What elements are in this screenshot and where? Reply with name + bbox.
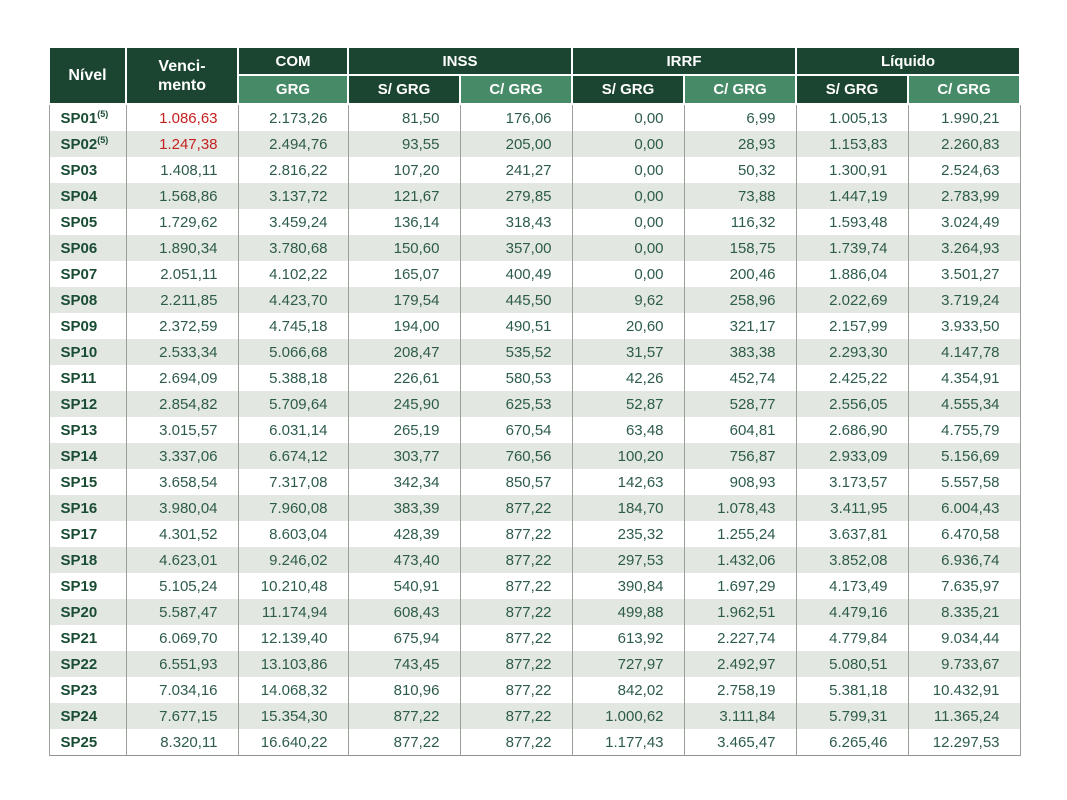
cell-inss-s: 743,45 [348,651,460,677]
level-label: SP13 [60,421,98,439]
cell-liq-c: 7.635,97 [908,573,1020,599]
cell-inss-c: 490,51 [460,313,572,339]
cell-vencimento: 2.694,09 [126,365,238,391]
cell-liq-c: 9.733,67 [908,651,1020,677]
cell-inss-s: 877,22 [348,703,460,729]
cell-inss-s: 540,91 [348,573,460,599]
cell-inss-s: 107,20 [348,157,460,183]
cell-irrf-c: 116,32 [684,209,796,235]
cell-com-grg: 3.459,24 [238,209,348,235]
cell-liq-s: 2.686,90 [796,417,908,443]
subheader-inss-c-grg: C/ GRG [460,75,572,104]
cell-inss-c: 445,50 [460,287,572,313]
cell-liq-s: 2.556,05 [796,391,908,417]
cell-irrf-c: 1.078,43 [684,495,796,521]
cell-liq-s: 3.852,08 [796,547,908,573]
cell-inss-s: 265,19 [348,417,460,443]
group-header-inss: INSS [348,47,572,75]
cell-irrf-s: 31,57 [572,339,684,365]
level-label: SP10 [60,343,98,361]
level-label: SP04 [60,187,98,205]
table-row [49,625,1020,651]
cell-irrf-c: 2.227,74 [684,625,796,651]
cell-vencimento: 5.105,24 [126,573,238,599]
cell-inss-s: 121,67 [348,183,460,209]
level-cell [49,547,126,573]
cell-com-grg: 14.068,32 [238,677,348,703]
salary-table-container [48,46,1021,756]
cell-irrf-s: 9,62 [572,287,684,313]
cell-liq-c: 12.297,53 [908,729,1020,756]
cell-com-grg: 3.780,68 [238,235,348,261]
footnote-superscript: (5) [97,134,109,145]
cell-com-grg: 9.246,02 [238,547,348,573]
cell-irrf-s: 20,60 [572,313,684,339]
cell-liq-s: 1.005,13 [796,104,908,131]
cell-irrf-c: 1.432,06 [684,547,796,573]
level-label: SP17 [60,525,98,543]
cell-inss-s: 245,90 [348,391,460,417]
cell-com-grg: 2.173,26 [238,104,348,131]
cell-liq-c: 2.524,63 [908,157,1020,183]
cell-irrf-c: 604,81 [684,417,796,443]
cell-vencimento: 1.729,62 [126,209,238,235]
table-row [49,729,1020,756]
cell-vencimento: 1.568,86 [126,183,238,209]
cell-inss-c: 357,00 [460,235,572,261]
cell-com-grg: 5.709,64 [238,391,348,417]
level-cell [49,599,126,625]
cell-liq-c: 4.755,79 [908,417,1020,443]
cell-irrf-s: 184,70 [572,495,684,521]
cell-vencimento: 7.677,15 [126,703,238,729]
cell-inss-s: 877,22 [348,729,460,756]
cell-inss-c: 535,52 [460,339,572,365]
level-cell [49,625,126,651]
cell-com-grg: 7.960,08 [238,495,348,521]
cell-liq-s: 2.157,99 [796,313,908,339]
level-label: SP15 [60,473,98,491]
cell-liq-c: 3.933,50 [908,313,1020,339]
cell-inss-s: 342,34 [348,469,460,495]
cell-inss-c: 877,22 [460,599,572,625]
cell-irrf-s: 63,48 [572,417,684,443]
table-row [49,703,1020,729]
cell-inss-s: 150,60 [348,235,460,261]
cell-irrf-c: 452,74 [684,365,796,391]
col-header-nivel: Nível [49,47,126,104]
cell-liq-c: 5.557,58 [908,469,1020,495]
cell-liq-c: 9.034,44 [908,625,1020,651]
cell-vencimento: 3.658,54 [126,469,238,495]
cell-liq-s: 4.479,16 [796,599,908,625]
cell-liq-c: 3.024,49 [908,209,1020,235]
cell-com-grg: 6.031,14 [238,417,348,443]
level-cell [49,417,126,443]
cell-inss-s: 473,40 [348,547,460,573]
cell-vencimento: 1.247,38 [126,131,238,157]
subheader-liquido-c-grg: C/ GRG [908,75,1020,104]
table-row [49,443,1020,469]
cell-inss-c: 877,22 [460,703,572,729]
table-row [49,417,1020,443]
cell-com-grg: 5.388,18 [238,365,348,391]
cell-irrf-s: 1.177,43 [572,729,684,756]
cell-irrf-s: 499,88 [572,599,684,625]
table-row [49,495,1020,521]
level-label: SP22 [60,655,98,673]
cell-inss-c: 176,06 [460,104,572,131]
level-cell [49,157,126,183]
level-cell [49,443,126,469]
table-row [49,157,1020,183]
table-row [49,287,1020,313]
cell-com-grg: 8.603,04 [238,521,348,547]
cell-inss-s: 194,00 [348,313,460,339]
cell-irrf-s: 0,00 [572,104,684,131]
level-label: SP23 [60,681,98,699]
level-label: SP21 [60,629,98,647]
table-row [49,235,1020,261]
cell-vencimento: 3.337,06 [126,443,238,469]
cell-liq-s: 2.022,69 [796,287,908,313]
group-header-com: COM [238,47,348,75]
level-cell [49,391,126,417]
level-label: SP19 [60,577,98,595]
cell-liq-c: 2.260,83 [908,131,1020,157]
cell-liq-c: 5.156,69 [908,443,1020,469]
cell-irrf-c: 3.111,84 [684,703,796,729]
cell-com-grg: 16.640,22 [238,729,348,756]
cell-liq-s: 4.779,84 [796,625,908,651]
table-row [49,131,1020,157]
cell-inss-s: 810,96 [348,677,460,703]
cell-liq-c: 4.354,91 [908,365,1020,391]
cell-vencimento: 5.587,47 [126,599,238,625]
cell-com-grg: 5.066,68 [238,339,348,365]
group-header-liquido: Líquido [796,47,1020,75]
cell-irrf-s: 0,00 [572,261,684,287]
cell-inss-c: 241,27 [460,157,572,183]
cell-liq-s: 5.080,51 [796,651,908,677]
cell-inss-s: 303,77 [348,443,460,469]
cell-liq-s: 1.739,74 [796,235,908,261]
cell-vencimento: 2.854,82 [126,391,238,417]
table-row [49,339,1020,365]
cell-irrf-s: 42,26 [572,365,684,391]
cell-liq-s: 2.425,22 [796,365,908,391]
cell-liq-s: 6.265,46 [796,729,908,756]
cell-liq-s: 5.381,18 [796,677,908,703]
subheader-inss-s-grg: S/ GRG [348,75,460,104]
table-row [49,651,1020,677]
cell-inss-s: 136,14 [348,209,460,235]
cell-com-grg: 10.210,48 [238,573,348,599]
cell-com-grg: 12.139,40 [238,625,348,651]
cell-irrf-c: 28,93 [684,131,796,157]
level-cell [49,209,126,235]
cell-irrf-s: 1.000,62 [572,703,684,729]
cell-com-grg: 11.174,94 [238,599,348,625]
cell-inss-c: 877,22 [460,573,572,599]
header-row-groups [49,47,1020,75]
level-cell [49,677,126,703]
cell-liq-s: 1.153,83 [796,131,908,157]
cell-inss-s: 179,54 [348,287,460,313]
group-header-irrf: IRRF [572,47,796,75]
level-cell [49,495,126,521]
cell-com-grg: 6.674,12 [238,443,348,469]
level-label: SP16 [60,499,98,517]
cell-irrf-s: 52,87 [572,391,684,417]
cell-liq-c: 4.555,34 [908,391,1020,417]
cell-inss-s: 383,39 [348,495,460,521]
col-header-vencimento [126,47,238,104]
cell-liq-s: 1.886,04 [796,261,908,287]
cell-com-grg: 13.103,86 [238,651,348,677]
cell-liq-s: 1.593,48 [796,209,908,235]
level-cell [49,521,126,547]
cell-irrf-c: 2.492,97 [684,651,796,677]
cell-vencimento: 2.533,34 [126,339,238,365]
cell-com-grg: 4.745,18 [238,313,348,339]
cell-vencimento: 1.408,11 [126,157,238,183]
cell-inss-c: 877,22 [460,651,572,677]
cell-liq-s: 2.293,30 [796,339,908,365]
cell-com-grg: 2.816,22 [238,157,348,183]
table-row [49,573,1020,599]
cell-inss-c: 850,57 [460,469,572,495]
level-cell [49,261,126,287]
cell-liq-c: 10.432,91 [908,677,1020,703]
cell-liq-c: 3.501,27 [908,261,1020,287]
cell-inss-c: 400,49 [460,261,572,287]
cell-irrf-c: 50,32 [684,157,796,183]
salary-table [48,46,1021,756]
level-label: SP03 [60,161,98,179]
cell-com-grg: 3.137,72 [238,183,348,209]
cell-irrf-s: 0,00 [572,157,684,183]
vencimento-line2: mento [158,76,206,94]
level-label: SP12 [60,395,98,413]
table-row [49,365,1020,391]
cell-liq-s: 2.933,09 [796,443,908,469]
cell-liq-c: 6.470,58 [908,521,1020,547]
level-label: SP25 [60,733,98,751]
cell-inss-c: 318,43 [460,209,572,235]
level-cell [49,287,126,313]
cell-inss-c: 760,56 [460,443,572,469]
cell-irrf-c: 528,77 [684,391,796,417]
table-row [49,677,1020,703]
cell-irrf-c: 383,38 [684,339,796,365]
table-row [49,313,1020,339]
cell-vencimento: 6.069,70 [126,625,238,651]
cell-inss-c: 877,22 [460,625,572,651]
cell-inss-c: 625,53 [460,391,572,417]
level-label: SP09 [60,317,98,335]
cell-irrf-c: 1.255,24 [684,521,796,547]
cell-liq-c: 8.335,21 [908,599,1020,625]
cell-vencimento: 8.320,11 [126,729,238,756]
cell-inss-c: 877,22 [460,521,572,547]
table-row [49,183,1020,209]
cell-vencimento: 4.623,01 [126,547,238,573]
cell-vencimento: 2.211,85 [126,287,238,313]
cell-liq-s: 3.637,81 [796,521,908,547]
level-cell [49,104,126,131]
cell-liq-s: 5.799,31 [796,703,908,729]
subheader-liquido-s-grg: S/ GRG [796,75,908,104]
cell-inss-c: 877,22 [460,547,572,573]
cell-com-grg: 7.317,08 [238,469,348,495]
cell-irrf-s: 0,00 [572,235,684,261]
cell-liq-c: 6.936,74 [908,547,1020,573]
cell-irrf-s: 0,00 [572,209,684,235]
cell-irrf-s: 142,63 [572,469,684,495]
cell-irrf-s: 0,00 [572,183,684,209]
level-label: SP11 [60,369,97,387]
subheader-irrf-s-grg: S/ GRG [572,75,684,104]
level-label: SP06 [60,239,98,257]
cell-inss-c: 877,22 [460,729,572,756]
cell-irrf-s: 100,20 [572,443,684,469]
cell-vencimento: 1.890,34 [126,235,238,261]
cell-inss-s: 81,50 [348,104,460,131]
cell-com-grg: 4.423,70 [238,287,348,313]
cell-liq-s: 4.173,49 [796,573,908,599]
cell-irrf-c: 2.758,19 [684,677,796,703]
table-row [49,547,1020,573]
cell-liq-s: 1.447,19 [796,183,908,209]
cell-irrf-c: 321,17 [684,313,796,339]
cell-inss-s: 93,55 [348,131,460,157]
level-label: SP20 [60,603,98,621]
subheader-irrf-c-grg: C/ GRG [684,75,796,104]
level-cell [49,651,126,677]
level-label: SP01 [60,109,98,127]
cell-irrf-s: 297,53 [572,547,684,573]
cell-inss-s: 165,07 [348,261,460,287]
cell-inss-s: 675,94 [348,625,460,651]
cell-irrf-s: 727,97 [572,651,684,677]
level-label: SP07 [60,265,98,283]
level-label: SP24 [60,707,98,725]
cell-irrf-s: 235,32 [572,521,684,547]
cell-liq-s: 3.173,57 [796,469,908,495]
cell-liq-c: 4.147,78 [908,339,1020,365]
cell-irrf-c: 756,87 [684,443,796,469]
cell-vencimento: 2.051,11 [126,261,238,287]
cell-inss-c: 279,85 [460,183,572,209]
cell-vencimento: 3.980,04 [126,495,238,521]
level-cell [49,131,126,157]
level-cell [49,183,126,209]
cell-liq-s: 1.300,91 [796,157,908,183]
cell-irrf-c: 908,93 [684,469,796,495]
subheader-com-grg: GRG [238,75,348,104]
table-row [49,599,1020,625]
cell-vencimento: 3.015,57 [126,417,238,443]
level-label: SP05 [60,213,98,231]
table-row [49,521,1020,547]
level-cell [49,339,126,365]
table-header [49,47,1020,104]
cell-irrf-c: 1.962,51 [684,599,796,625]
cell-irrf-c: 6,99 [684,104,796,131]
cell-liq-s: 3.411,95 [796,495,908,521]
cell-liq-c: 2.783,99 [908,183,1020,209]
level-label: SP02 [60,135,98,153]
level-label: SP08 [60,291,98,309]
level-cell [49,703,126,729]
cell-irrf-c: 1.697,29 [684,573,796,599]
cell-inss-c: 877,22 [460,677,572,703]
table-row [49,261,1020,287]
cell-vencimento: 2.372,59 [126,313,238,339]
cell-inss-s: 208,47 [348,339,460,365]
cell-vencimento: 7.034,16 [126,677,238,703]
level-label: SP18 [60,551,98,569]
level-cell [49,573,126,599]
cell-irrf-c: 258,96 [684,287,796,313]
level-cell [49,313,126,339]
cell-liq-c: 1.990,21 [908,104,1020,131]
cell-irrf-s: 613,92 [572,625,684,651]
cell-inss-c: 205,00 [460,131,572,157]
cell-irrf-s: 390,84 [572,573,684,599]
cell-liq-c: 6.004,43 [908,495,1020,521]
level-cell [49,729,126,756]
level-cell [49,365,126,391]
cell-liq-c: 3.719,24 [908,287,1020,313]
footnote-superscript: (5) [97,108,109,119]
table-row [49,104,1020,131]
cell-liq-c: 3.264,93 [908,235,1020,261]
cell-irrf-c: 200,46 [684,261,796,287]
cell-irrf-s: 0,00 [572,131,684,157]
cell-com-grg: 4.102,22 [238,261,348,287]
cell-inss-c: 580,53 [460,365,572,391]
cell-com-grg: 15.354,30 [238,703,348,729]
cell-inss-s: 226,61 [348,365,460,391]
cell-irrf-c: 73,88 [684,183,796,209]
cell-vencimento: 1.086,63 [126,104,238,131]
cell-vencimento: 6.551,93 [126,651,238,677]
cell-inss-s: 608,43 [348,599,460,625]
level-label: SP14 [60,447,98,465]
cell-vencimento: 4.301,52 [126,521,238,547]
cell-liq-c: 11.365,24 [908,703,1020,729]
cell-irrf-c: 3.465,47 [684,729,796,756]
cell-inss-c: 877,22 [460,495,572,521]
table-row [49,209,1020,235]
cell-irrf-s: 842,02 [572,677,684,703]
table-body [49,104,1020,756]
level-cell [49,469,126,495]
table-row [49,391,1020,417]
cell-com-grg: 2.494,76 [238,131,348,157]
cell-inss-s: 428,39 [348,521,460,547]
cell-irrf-c: 158,75 [684,235,796,261]
cell-inss-c: 670,54 [460,417,572,443]
table-row [49,469,1020,495]
level-cell [49,235,126,261]
vencimento-line1: Venci- [158,57,206,75]
